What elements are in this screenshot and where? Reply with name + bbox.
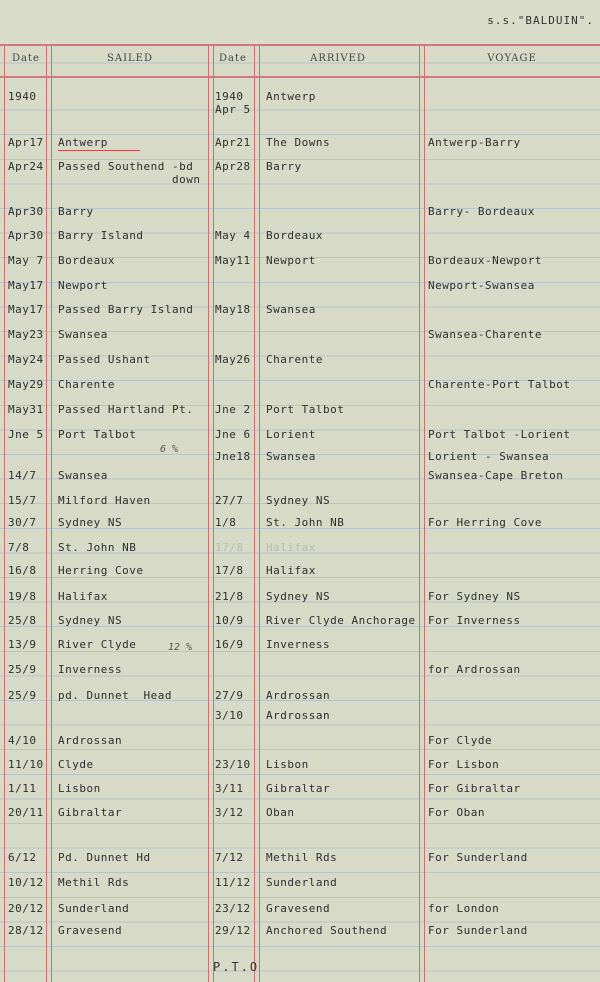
row-arrived-date: 27/7 bbox=[215, 494, 244, 507]
row-arrived-port: St. John NB bbox=[266, 516, 345, 529]
row-arrived-port: Lisbon bbox=[266, 758, 309, 771]
row-sailed-port: Swansea bbox=[58, 469, 108, 482]
margin-rule bbox=[4, 44, 5, 982]
column-rule-date bbox=[46, 44, 52, 982]
row-arrived-date: Jne 2 bbox=[215, 403, 251, 416]
row-arrived-date: 23/12 bbox=[215, 902, 251, 915]
header-date-arrived: Date bbox=[219, 53, 247, 64]
row-sailed-port: Inverness bbox=[58, 663, 123, 676]
row-sailed-port: Halifax bbox=[58, 590, 108, 603]
row-arrived-port: River Clyde Anchorage bbox=[266, 614, 416, 627]
underline-mark bbox=[58, 150, 140, 151]
row-arrived-port: Gravesend bbox=[266, 902, 331, 915]
row-arrived-port: The Downs bbox=[266, 136, 331, 149]
margin-note: 12 % bbox=[168, 642, 193, 653]
row-arrived-date: 11/12 bbox=[215, 876, 251, 889]
ship-name: s.s."BALDUIN". bbox=[487, 14, 594, 27]
row-arrived-port: Anchored Southend bbox=[266, 924, 388, 937]
row-arrived-port: Barry bbox=[266, 160, 302, 173]
row-arrived-date: 7/12 bbox=[215, 851, 244, 864]
row-arrived-date: May11 bbox=[215, 254, 251, 267]
row-arrived-port: Sydney NS bbox=[266, 590, 331, 603]
row-sailed-date: Jne 5 bbox=[8, 428, 44, 441]
row-arrived-port: Methil Rds bbox=[266, 851, 338, 864]
row-sailed-date: 30/7 bbox=[8, 516, 37, 529]
row-sailed-port: Passed Southend -bd down bbox=[58, 160, 201, 186]
row-voyage: For Oban bbox=[428, 806, 485, 819]
row-arrived-date: Jne18 bbox=[215, 450, 251, 463]
row-voyage: for Ardrossan bbox=[428, 663, 521, 676]
row-arrived-port: Gibraltar bbox=[266, 782, 331, 795]
row-sailed-date: 10/12 bbox=[8, 876, 44, 889]
row-voyage: Swansea-Charente bbox=[428, 328, 542, 341]
page-turn-note: P.T.O bbox=[213, 960, 260, 974]
row-voyage: For Sunderland bbox=[428, 851, 528, 864]
row-sailed-date: Apr30 bbox=[8, 205, 44, 218]
row-voyage: Swansea-Cape Breton bbox=[428, 469, 564, 482]
row-arrived-port: Swansea bbox=[266, 303, 316, 316]
row-sailed-port: Sunderland bbox=[58, 902, 130, 915]
row-arrived-port: Ardrossan bbox=[266, 689, 331, 702]
row-arrived-port: Halifax bbox=[266, 541, 316, 554]
row-sailed-date: 1/11 bbox=[8, 782, 37, 795]
row-arrived-date: May26 bbox=[215, 353, 251, 366]
row-sailed-port: Ardrossan bbox=[58, 734, 123, 747]
row-sailed-port: pd. Dunnet Head bbox=[58, 689, 172, 702]
row-arrived-date: May18 bbox=[215, 303, 251, 316]
row-sailed-port: Barry bbox=[58, 205, 94, 218]
row-arrived-port: Charente bbox=[266, 353, 323, 366]
row-arrived-date: May 4 bbox=[215, 229, 251, 242]
row-sailed-date: May29 bbox=[8, 378, 44, 391]
row-voyage: for London bbox=[428, 902, 500, 915]
row-sailed-date: 1940 bbox=[8, 90, 37, 103]
header-arrived: ARRIVED bbox=[310, 53, 366, 64]
row-arrived-port: Inverness bbox=[266, 638, 331, 651]
row-sailed-date: 7/8 bbox=[8, 541, 30, 554]
row-sailed-date: 28/12 bbox=[8, 924, 44, 937]
row-voyage: Port Talbot -Lorient bbox=[428, 428, 571, 441]
row-sailed-port: Passed Ushant bbox=[58, 353, 151, 366]
row-voyage: Newport-Swansea bbox=[428, 279, 535, 292]
row-sailed-date: 16/8 bbox=[8, 564, 37, 577]
row-arrived-port: Ardrossan bbox=[266, 709, 331, 722]
row-sailed-port: Antwerp bbox=[58, 136, 108, 149]
row-arrived-port: Halifax bbox=[266, 564, 316, 577]
row-arrived-date: 23/10 bbox=[215, 758, 251, 771]
row-voyage: For Sydney NS bbox=[428, 590, 521, 603]
row-sailed-port: Milford Haven bbox=[58, 494, 151, 507]
row-arrived-port: Sunderland bbox=[266, 876, 338, 889]
row-sailed-port: Pd. Dunnet Hd bbox=[58, 851, 151, 864]
row-voyage: For Gibraltar bbox=[428, 782, 521, 795]
row-sailed-date: 20/11 bbox=[8, 806, 44, 819]
row-sailed-port: Clyde bbox=[58, 758, 94, 771]
row-arrived-date: 17/8 bbox=[215, 541, 244, 554]
row-sailed-date: 25/8 bbox=[8, 614, 37, 627]
row-arrived-date: Apr28 bbox=[215, 160, 251, 173]
row-sailed-date: 25/9 bbox=[8, 689, 37, 702]
row-sailed-date: May17 bbox=[8, 279, 44, 292]
row-voyage: For Inverness bbox=[428, 614, 521, 627]
row-sailed-port: Gibraltar bbox=[58, 806, 123, 819]
row-arrived-port: Newport bbox=[266, 254, 316, 267]
row-voyage: For Herring Cove bbox=[428, 516, 542, 529]
row-sailed-date: 11/10 bbox=[8, 758, 44, 771]
row-sailed-date: 19/8 bbox=[8, 590, 37, 603]
row-sailed-port: Passed Hartland Pt. bbox=[58, 403, 194, 416]
row-arrived-port: Lorient bbox=[266, 428, 316, 441]
row-voyage: For Lisbon bbox=[428, 758, 500, 771]
row-arrived-port: Port Talbot bbox=[266, 403, 345, 416]
row-arrived-date: 16/9 bbox=[215, 638, 244, 651]
row-voyage: Lorient - Swansea bbox=[428, 450, 550, 463]
header-voyage: VOYAGE bbox=[487, 53, 537, 64]
row-sailed-date: 14/7 bbox=[8, 469, 37, 482]
row-sailed-date: Apr17 bbox=[8, 136, 44, 149]
row-sailed-port: Newport bbox=[58, 279, 108, 292]
row-sailed-port: Gravesend bbox=[58, 924, 123, 937]
row-sailed-date: 25/9 bbox=[8, 663, 37, 676]
row-sailed-port: Port Talbot bbox=[58, 428, 137, 441]
row-arrived-date: 1/8 bbox=[215, 516, 237, 529]
row-arrived-date: 3/12 bbox=[215, 806, 244, 819]
row-arrived-date: 21/8 bbox=[215, 590, 244, 603]
row-sailed-date: May31 bbox=[8, 403, 44, 416]
row-arrived-port: Antwerp bbox=[266, 90, 316, 103]
header-date-sailed: Date bbox=[12, 53, 40, 64]
row-sailed-date: May24 bbox=[8, 353, 44, 366]
row-sailed-port: River Clyde bbox=[58, 638, 137, 651]
column-rule-date2 bbox=[254, 44, 260, 982]
row-sailed-port: St. John NB bbox=[58, 541, 137, 554]
row-sailed-date: May 7 bbox=[8, 254, 44, 267]
row-arrived-port: Bordeaux bbox=[266, 229, 323, 242]
row-voyage: Bordeaux-Newport bbox=[428, 254, 542, 267]
row-arrived-date: 3/11 bbox=[215, 782, 244, 795]
row-sailed-date: 20/12 bbox=[8, 902, 44, 915]
row-sailed-port: Sydney NS bbox=[58, 516, 123, 529]
row-arrived-date: 27/9 bbox=[215, 689, 244, 702]
row-arrived-date: Jne 6 bbox=[215, 428, 251, 441]
row-sailed-date: Apr30 bbox=[8, 229, 44, 242]
row-voyage: For Sunderland bbox=[428, 924, 528, 937]
header-bottom-rule bbox=[0, 76, 600, 78]
row-voyage: Charente-Port Talbot bbox=[428, 378, 571, 391]
row-arrived-date: Apr21 bbox=[215, 136, 251, 149]
row-arrived-date: 1940 Apr 5 bbox=[215, 90, 251, 116]
header-top-rule bbox=[0, 44, 600, 46]
row-sailed-date: Apr24 bbox=[8, 160, 44, 173]
row-sailed-date: May17 bbox=[8, 303, 44, 316]
column-rule-sailed bbox=[208, 44, 214, 982]
row-sailed-date: 15/7 bbox=[8, 494, 37, 507]
row-sailed-port: Passed Barry Island bbox=[58, 303, 194, 316]
row-arrived-date: 29/12 bbox=[215, 924, 251, 937]
row-arrived-port: Oban bbox=[266, 806, 295, 819]
header-sailed: SAILED bbox=[107, 53, 153, 64]
row-arrived-date: 3/10 bbox=[215, 709, 244, 722]
row-sailed-date: May23 bbox=[8, 328, 44, 341]
row-sailed-port: Sydney NS bbox=[58, 614, 123, 627]
row-sailed-date: 13/9 bbox=[8, 638, 37, 651]
row-sailed-port: Methil Rds bbox=[58, 876, 130, 889]
row-sailed-port: Herring Cove bbox=[58, 564, 144, 577]
row-sailed-date: 4/10 bbox=[8, 734, 37, 747]
row-arrived-date: 17/8 bbox=[215, 564, 244, 577]
row-voyage: Barry- Bordeaux bbox=[428, 205, 535, 218]
row-arrived-port: Swansea bbox=[266, 450, 316, 463]
row-sailed-port: Bordeaux bbox=[58, 254, 115, 267]
row-sailed-port: Swansea bbox=[58, 328, 108, 341]
row-arrived-port: Sydney NS bbox=[266, 494, 331, 507]
margin-note: 6 % bbox=[160, 444, 179, 455]
row-sailed-port: Charente bbox=[58, 378, 115, 391]
row-voyage: For Clyde bbox=[428, 734, 493, 747]
row-sailed-port: Lisbon bbox=[58, 782, 101, 795]
row-sailed-port: Barry Island bbox=[58, 229, 144, 242]
row-arrived-date: 10/9 bbox=[215, 614, 244, 627]
row-voyage: Antwerp-Barry bbox=[428, 136, 521, 149]
column-rule-arrived bbox=[419, 44, 425, 982]
row-sailed-date: 6/12 bbox=[8, 851, 37, 864]
